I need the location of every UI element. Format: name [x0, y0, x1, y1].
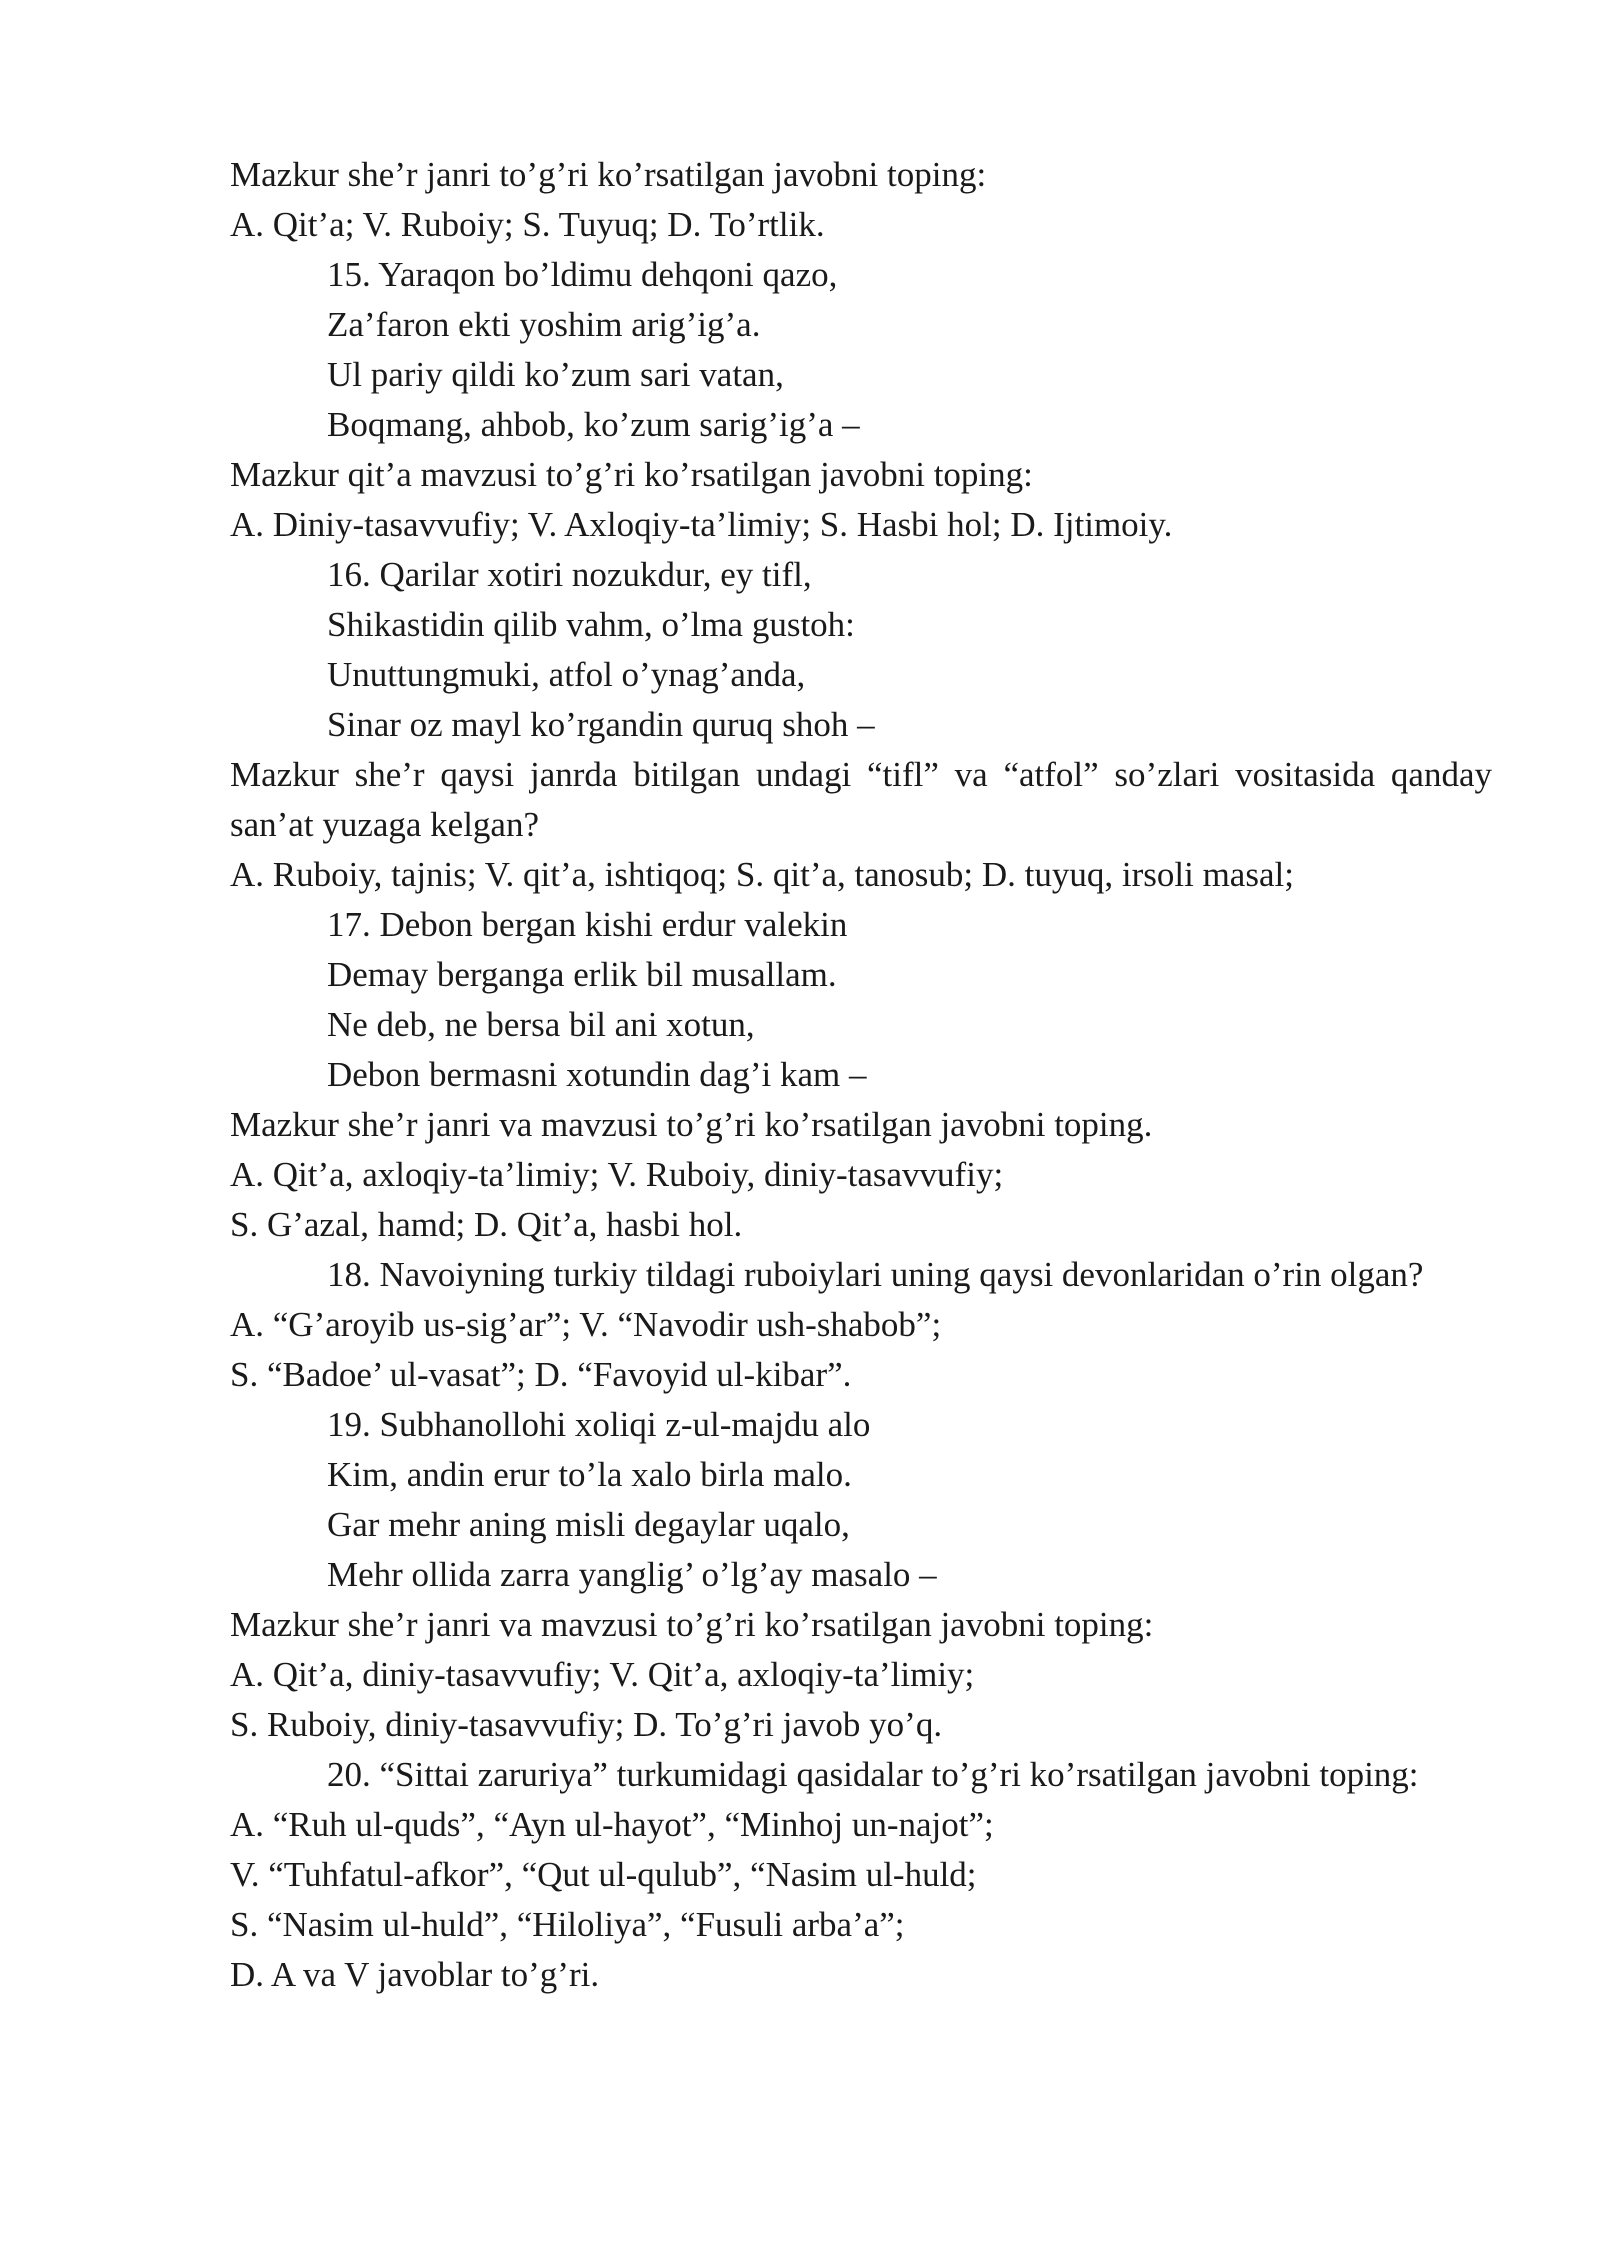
text-line: A. “G’aroyib us-sig’ar”; V. “Navodir ush-shabob”; — [230, 1305, 942, 1344]
verse-line: Kim, andin erur to’la xalo birla malo. — [327, 1455, 852, 1494]
text-line: Mazkur she’r janri va mavzusi to’g’ri ko’rsatilgan javobni toping: — [230, 1605, 1154, 1644]
verse-line: 16. Qarilar xotiri nozukdur, ey tifl, — [327, 555, 812, 594]
verse-line: Sinar oz mayl ko’rgandin quruq shoh – — [327, 705, 875, 744]
text-line: A. Ruboiy, tajnis; V. qit’a, ishtiqoq; S. qit’a, tanosub; D. tuyuq, irsoli masal; — [230, 855, 1294, 894]
verse-line: 19. Subhanollohi xoliqi z-ul-majdu alo — [327, 1405, 871, 1444]
question-paragraph: 20. “Sittai zaruriya” turkumidagi qasidalar to’g’ri ko’rsatilgan javobni toping: — [327, 1755, 1419, 1794]
verse-line: Gar mehr aning misli degaylar uqalo, — [327, 1505, 850, 1544]
text-line: A. Qit’a; V. Ruboiy; S. Tuyuq; D. To’rtlik. — [230, 205, 825, 244]
text-line: V. “Tuhfatul-afkor”, “Qut ul-qulub”, “Nasim ul-huld; — [230, 1855, 977, 1894]
verse-line: Mehr ollida zarra yanglig’ o’lg’ay masalo – — [327, 1555, 937, 1594]
verse-line: 15. Yaraqon bo’ldimu dehqoni qazo, — [327, 255, 838, 294]
text-line: A. “Ruh ul-quds”, “Ayn ul-hayot”, “Minhoj un-najot”; — [230, 1805, 994, 1844]
question-paragraph: 18. Navoiyning turkiy tildagi ruboiylari uning qaysi devonlaridan o’rin olgan? — [327, 1255, 1424, 1294]
verse-line: Shikastidin qilib vahm, o’lma gustoh: — [327, 605, 855, 644]
text-line: S. “Badoe’ ul-vasat”; D. “Favoyid ul-kibar”. — [230, 1355, 852, 1394]
document-page — [230, 150, 1492, 2000]
text-line: A. Diniy-tasavvufiy; V. Axloqiy-ta’limiy; S. Hasbi hol; D. Ijtimoiy. — [230, 505, 1173, 544]
verse-line: Ne deb, ne bersa bil ani xotun, — [327, 1005, 755, 1044]
text-line: D. A va V javoblar to’g’ri. — [230, 1955, 600, 1994]
text-line: S. Ruboiy, diniy-tasavvufiy; D. To’g’ri javob yo’q. — [230, 1705, 943, 1744]
question-text: Mazkur she’r qaysi janrda bitilgan undagi “tifl” va “atfol” so’zlari vositasida qanday san’at yuzaga kelgan? — [230, 755, 1492, 844]
text-line: Mazkur qit’a mavzusi to’g’ri ko’rsatilgan javobni toping: — [230, 455, 1033, 494]
verse-line: Boqmang, ahbob, ko’zum sarig’ig’a – — [327, 405, 860, 444]
verse-line: Demay berganga erlik bil musallam. — [327, 955, 837, 994]
text-line: S. G’azal, hamd; D. Qit’a, hasbi hol. — [230, 1205, 743, 1244]
verse-line: Ul pariy qildi ko’zum sari vatan, — [327, 355, 784, 394]
verse-line: Debon bermasni xotundin dag’i kam – — [327, 1055, 867, 1094]
text-line: Mazkur she’r janri va mavzusi to’g’ri ko’rsatilgan javobni toping. — [230, 1105, 1153, 1144]
text-line: S. “Nasim ul-huld”, “Hiloliya”, “Fusuli arba’a”; — [230, 1905, 905, 1944]
verse-line: Unuttungmuki, atfol o’ynag’anda, — [327, 655, 806, 694]
text-line: Mazkur she’r janri to’g’ri ko’rsatilgan javobni toping: — [230, 155, 987, 194]
text-line: A. Qit’a, diniy-tasavvufiy; V. Qit’a, axloqiy-ta’limiy; — [230, 1655, 975, 1694]
verse-line: Za’faron ekti yoshim arig’ig’a. — [327, 305, 761, 344]
verse-line: 17. Debon bergan kishi erdur valekin — [327, 905, 848, 944]
text-line: A. Qit’a, axloqiy-ta’limiy; V. Ruboiy, diniy-tasavvufiy; — [230, 1155, 1004, 1194]
